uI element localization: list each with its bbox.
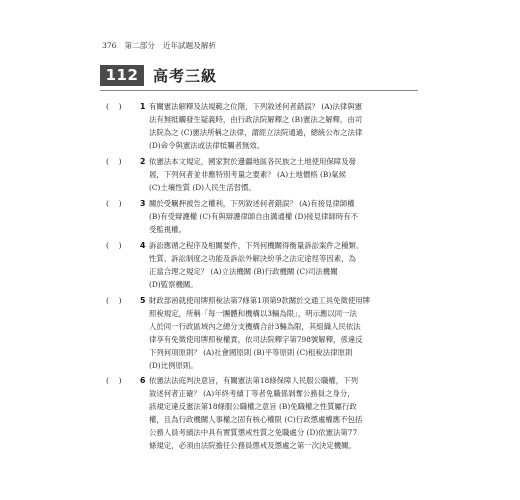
question-text-line: (C)土壤性質 (D)人民生活習慣。 — [149, 183, 256, 192]
question-number: 4 — [140, 241, 146, 250]
question-text-line: 展，下列何者並非應特別考量之要素？ (A)土地價格 (B)氣候 — [149, 170, 346, 179]
question-text-line: 法有無牴觸發生疑義時，由行政法院解釋之 (B)憲法之解釋，由司 — [149, 115, 363, 124]
divider — [100, 90, 418, 91]
answer-blank: ( ) — [106, 376, 122, 385]
question-text-line: (D)監察機關。 — [149, 280, 198, 289]
running-header — [102, 40, 216, 51]
question-text-line: 依憲法法庭判決意旨，有關憲法第18條保障人民服公職權，下列 — [149, 376, 358, 385]
exam-year-badge: 112 — [100, 65, 144, 86]
question-text-line: (D)比例原則。 — [149, 361, 198, 370]
question-text-line: 公務人員考績法中具有實質懲戒性質之免職處分 (D)依憲法第77 — [149, 428, 358, 437]
question-text — [149, 374, 415, 452]
question-number: 6 — [140, 376, 146, 385]
exam-banner — [100, 64, 217, 86]
question-number: 2 — [140, 157, 146, 166]
section-label: 第二部分 — [124, 41, 155, 50]
section-subtitle: 近年試題及解析 — [162, 41, 217, 50]
exam-title: 高考三級 — [153, 66, 218, 85]
question-text — [149, 239, 415, 291]
question-number: 1 — [140, 102, 146, 111]
question-text-line: 下列何項原則？ (A)社會國原則 (B)平等原則 (C)租稅法律原則 — [149, 348, 353, 357]
question-text-line: 律享有免徵使用牌照稅權責，依司法院釋字第798號解釋，係違反 — [149, 335, 363, 344]
page-number: 376 — [102, 41, 117, 50]
question-text-line: 性質、訴訟制度之功能及訴訟外解決紛爭之法定途徑等因素，為 — [149, 254, 356, 263]
question-number: 5 — [140, 296, 146, 305]
question-text-line: 條規定，必須由法院擔任公務員懲戒及懲處之第一次決定機關。 — [149, 441, 356, 450]
question-text-line: 敘述何者正確？ (A)年終考績丁等者免職係剝奪公務員之身分， — [149, 389, 355, 398]
question-text-line: 照稅規定，所稱「每一團體和機構以3輛為限」，明示應以同一法 — [149, 309, 357, 318]
question-text-line: 人於同一行政區域內之總分支機構合計3輛為限，其組織人民依法 — [149, 322, 361, 331]
question-text-line: 該規定違反憲法第18條服公職權之意旨 (B)免職權之性質屬行政 — [149, 402, 357, 411]
question-text — [149, 294, 415, 372]
answer-blank: ( ) — [106, 199, 122, 208]
question-text-line: 正當合理之規定？ (A)立法機關 (B)行政機關 (C)司法機關 — [149, 267, 338, 276]
question-text-line: 訴訟應循之程序及相關要件，下列何機關得衡量訴訟案件之種類、 — [149, 241, 364, 250]
question-number: 3 — [140, 199, 146, 208]
question-text-line: (B)有受辯護權 (C)有與辯護律師自由溝通權 (D)接見律師時有不 — [149, 212, 358, 221]
answer-blank: ( ) — [106, 296, 122, 305]
question-text-line: 受監視權。 — [149, 225, 186, 234]
answer-blank: ( ) — [106, 102, 122, 111]
question-text-line: 關於受羈押被告之權利，下列敘述何者錯誤？ (A)有接見律師權 — [149, 199, 355, 208]
question-text-line: 權，且為行政機關人事權之固有核心權限 (C)行政懲處權應不包括 — [149, 415, 363, 424]
question-text — [149, 155, 415, 194]
question-text-line: 法院為之 (C)憲法所稱之法律，謂經立法院通過，總統公布之法律 — [149, 128, 363, 137]
question-text — [149, 197, 415, 236]
question-text-line: (D)命令與憲法或法律牴觸者無效。 — [149, 141, 265, 150]
answer-blank: ( ) — [106, 241, 122, 250]
question-text-line: 有關憲法解釋及法規範之位階，下列敘述何者錯誤？ (A)法律與憲 — [149, 102, 363, 111]
question-text — [149, 100, 415, 152]
answer-blank: ( ) — [106, 157, 122, 166]
question-text-line: 依憲法本文規定，國家對於邊疆地區各民族之土地使用保障及發 — [149, 157, 356, 166]
question-text-line: 財政部函就使用牌照稅法第7條第1項第9款關於交通工具免徵使用牌 — [149, 296, 371, 305]
